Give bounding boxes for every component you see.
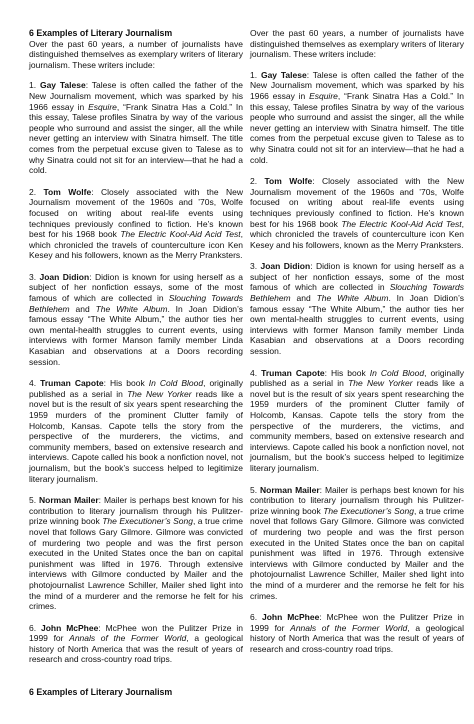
- entry-paragraph: [250, 176, 464, 250]
- writer-name: Truman Capote: [40, 378, 104, 389]
- work-title: In Cold Blood: [148, 378, 204, 389]
- entry-paragraph: [250, 612, 464, 654]
- left-column: [29, 28, 243, 676]
- entry-paragraph: [29, 187, 243, 261]
- entry-text: , originally published as a serial in: [29, 378, 243, 399]
- entry-text: and: [290, 293, 317, 304]
- entry-text: : Didion is known for using herself as a subject of her nonfiction essays, some of the most famous of which are collected in: [29, 271, 243, 304]
- entry-text: : His book: [324, 367, 370, 378]
- entry-text: : Closely associated with the New Journalism movement of the 1960s and ’70s, Wolfe focused on writing about real-life events using techniques previously confined to fiction. He’s known best for his 1968 book: [250, 176, 464, 229]
- entry-text: , a true crime novel that follows Gary Gilmore. Gilmore was convicted of murdering two people and was the first person executed in the United States once the ban on capital punishment was lifted in 1976. Through extensive interviews with Gilmore conducted by Mailer and the photojournalist Lawrence Schiller, Mailer shed light into the mind of a murderer and the remorse he felt for his crimes.: [250, 505, 464, 601]
- writer-name: Tom Wolfe: [43, 186, 92, 197]
- writer-name: Norman Mailer: [39, 495, 99, 506]
- entry-text: and: [69, 303, 96, 314]
- entry-list: [29, 80, 243, 665]
- work-title: The Electric Kool-Aid Acid Test: [341, 218, 462, 229]
- writer-name: Gay Talese: [39, 80, 86, 91]
- entry-text: : McPhee won the Pulitzer Prize in 1999 for: [250, 612, 464, 633]
- entry-text: : McPhee won the Pulitzer Prize in 1999 for: [29, 622, 243, 644]
- entry-number: 5.: [250, 484, 258, 495]
- work-title: Esquire: [88, 101, 117, 112]
- work-title: In Cold Blood: [369, 367, 425, 378]
- entry-text: , which chronicled the travels of counterculture icon Ken Kesey and his followers, known as the Merry Pranksters.: [250, 218, 464, 250]
- entry-text: , a true crime novel that follows Gary Gilmore. Gilmore was convicted of murdering two people and was the first person executed in the United States once the ban on capital punishment was lifted in 1976. Through extensive interviews with Gilmore conducted by Mailer and the photojournalist Lawrence Schiller, Mailer shed light into the mind of a murderer and the remorse he felt for his crimes.: [29, 516, 243, 612]
- entry-paragraph: [29, 623, 243, 665]
- writer-name: John McPhee: [41, 622, 99, 633]
- entry-number: 6.: [29, 622, 37, 633]
- entry-number: 2.: [29, 186, 37, 197]
- work-title: Slouching Towards Bethlehem: [29, 293, 243, 314]
- footer-title: 6 Examples of Literary Journalism: [29, 687, 173, 697]
- writer-name: Truman Capote: [261, 367, 325, 378]
- work-title: The Electric Kool-Aid Acid Test: [120, 229, 241, 240]
- entry-number: 1.: [250, 69, 258, 80]
- entry-text: reads like a novel but is the result of six years spent researching the 1959 murders of the prominent Clutter family of Holcomb, Kansas. Capote tells the story from the perspective of the murderers, the victims, and community members, based on extensive research and interviews. Capote called his book a nonfiction novel, not journalism, but the book’s success helped to legitimize literary journalism.: [29, 388, 243, 484]
- work-title: Esquire: [309, 90, 338, 101]
- entry-text: , originally published as a serial in: [250, 367, 464, 389]
- entry-list: [250, 70, 464, 655]
- entry-text: , “Frank Sinatra Has a Cold.” In this essay, Talese profiles Sinatra by way of the various people who surround and assist the singer, all the while never getting an interview with Sinatra himself. The title comes from the perpetual excuse given to Talese as to why Sinatra could not sit for an interview—that he had a cold.: [29, 101, 243, 176]
- entry-text: , “Frank Sinatra Has a Cold.” In this essay, Talese profiles Sinatra by way of the various people who surround and assist the singer, all the while never getting an interview with Sinatra himself. The title comes from the perpetual excuse given to Talese as to why Sinatra could not sit for an interview—that he had a cold.: [250, 90, 464, 165]
- entry-text: : Talese is often called the father of the New Journalism movement, which was sparked by his 1966 essay in: [250, 69, 464, 101]
- work-title: The White Album: [95, 303, 168, 314]
- writer-name: Joan Didion: [260, 261, 311, 272]
- right-column: [250, 28, 464, 665]
- entry-number: 2.: [250, 176, 258, 187]
- work-title: Annals of the Former World: [290, 622, 408, 633]
- intro-paragraph: Over the past 60 years, a number of journalists have distinguished themselves as exemplary writers of literary journalism. These writers include:: [29, 38, 243, 70]
- entry-text: : Didion is known for using herself as a subject of her nonfiction essays, some of the most famous of which are collected in: [250, 261, 464, 293]
- entry-text: , which chronicled the travels of counterculture icon Ken Kesey and his followers, known as the Merry Pranksters.: [29, 229, 243, 261]
- entry-number: 6.: [250, 612, 258, 623]
- work-title: The New Yorker: [127, 388, 192, 399]
- work-title: The New Yorker: [348, 378, 413, 389]
- entry-paragraph: [250, 368, 464, 474]
- writer-name: Gay Talese: [260, 69, 307, 80]
- entry-number: 4.: [250, 367, 258, 378]
- entry-text: . In Joan Didion’s famous essay “The White Album,” the author ties her own mental-health struggles to current events, using interviews with former Manson family member Linda Kasabian and observations at a Doors recording session.: [29, 303, 244, 367]
- writer-name: Joan Didion: [39, 271, 90, 282]
- page-title: 6 Examples of Literary Journalism: [29, 28, 173, 38]
- entry-paragraph: [29, 495, 243, 612]
- work-title: Annals of the Former World: [69, 633, 187, 644]
- entry-paragraph: [250, 485, 464, 602]
- entry-paragraph: [250, 70, 464, 165]
- work-title: The Executioner’s Song: [102, 516, 193, 527]
- entry-text: : Talese is often called the father of the New Journalism movement, which was sparked by his 1966 essay in: [29, 80, 243, 112]
- entry-text: reads like a novel but is the result of six years spent researching the 1959 murders of the prominent Clutter family of Holcomb, Kansas. Capote tells the story from the perspective of the murderers, the victims, and community members, based on extensive research and interviews. Capote called his book a nonfiction novel, not journalism, but the book’s success helped to legitimize literary journalism.: [250, 378, 464, 473]
- entry-text: , a geological history of North America that was the result of years of research and cross-country road trips.: [29, 633, 243, 665]
- work-title: The White Album: [316, 293, 389, 304]
- entry-text: : Mailer is perhaps best known for his contribution to literary journalism through his Pulitzer-prize winning book: [29, 495, 243, 527]
- entry-number: 1.: [29, 80, 37, 91]
- writer-name: John McPhee: [262, 612, 320, 623]
- entry-paragraph: [250, 261, 464, 356]
- intro-paragraph: Over the past 60 years, a number of journalists have distinguished themselves as exemplary writers of literary journalism. These writers include:: [250, 28, 464, 60]
- entry-number: 5.: [29, 495, 37, 506]
- entry-number: 4.: [29, 378, 37, 389]
- entry-text: . In Joan Didion’s famous essay “The White Album,” the author ties her own mental-health struggles to current events, using interviews with former Manson family member Linda Kasabian and observations at a Doors recording session.: [250, 293, 465, 357]
- writer-name: Norman Mailer: [260, 484, 320, 495]
- entry-text: , a geological history of North America that was the result of years of research and cross-country road trips.: [250, 622, 464, 654]
- writer-name: Tom Wolfe: [264, 176, 313, 187]
- entry-text: : Closely associated with the New Journalism movement of the 1960s and ’70s, Wolfe focused on writing about real-life events using techniques previously confined to fiction. He’s known best for his 1968 book: [29, 186, 243, 240]
- entry-paragraph: [29, 378, 243, 484]
- entry-number: 3.: [29, 271, 37, 282]
- entry-number: 3.: [250, 261, 258, 272]
- entry-paragraph: [29, 80, 243, 175]
- work-title: The Executioner’s Song: [323, 505, 414, 516]
- entry-paragraph: [29, 272, 243, 367]
- work-title: Slouching Towards Bethlehem: [250, 282, 464, 304]
- entry-text: : Mailer is perhaps best known for his contribution to literary journalism through his Pulitzer-prize winning book: [250, 484, 464, 516]
- entry-text: : His book: [103, 378, 149, 389]
